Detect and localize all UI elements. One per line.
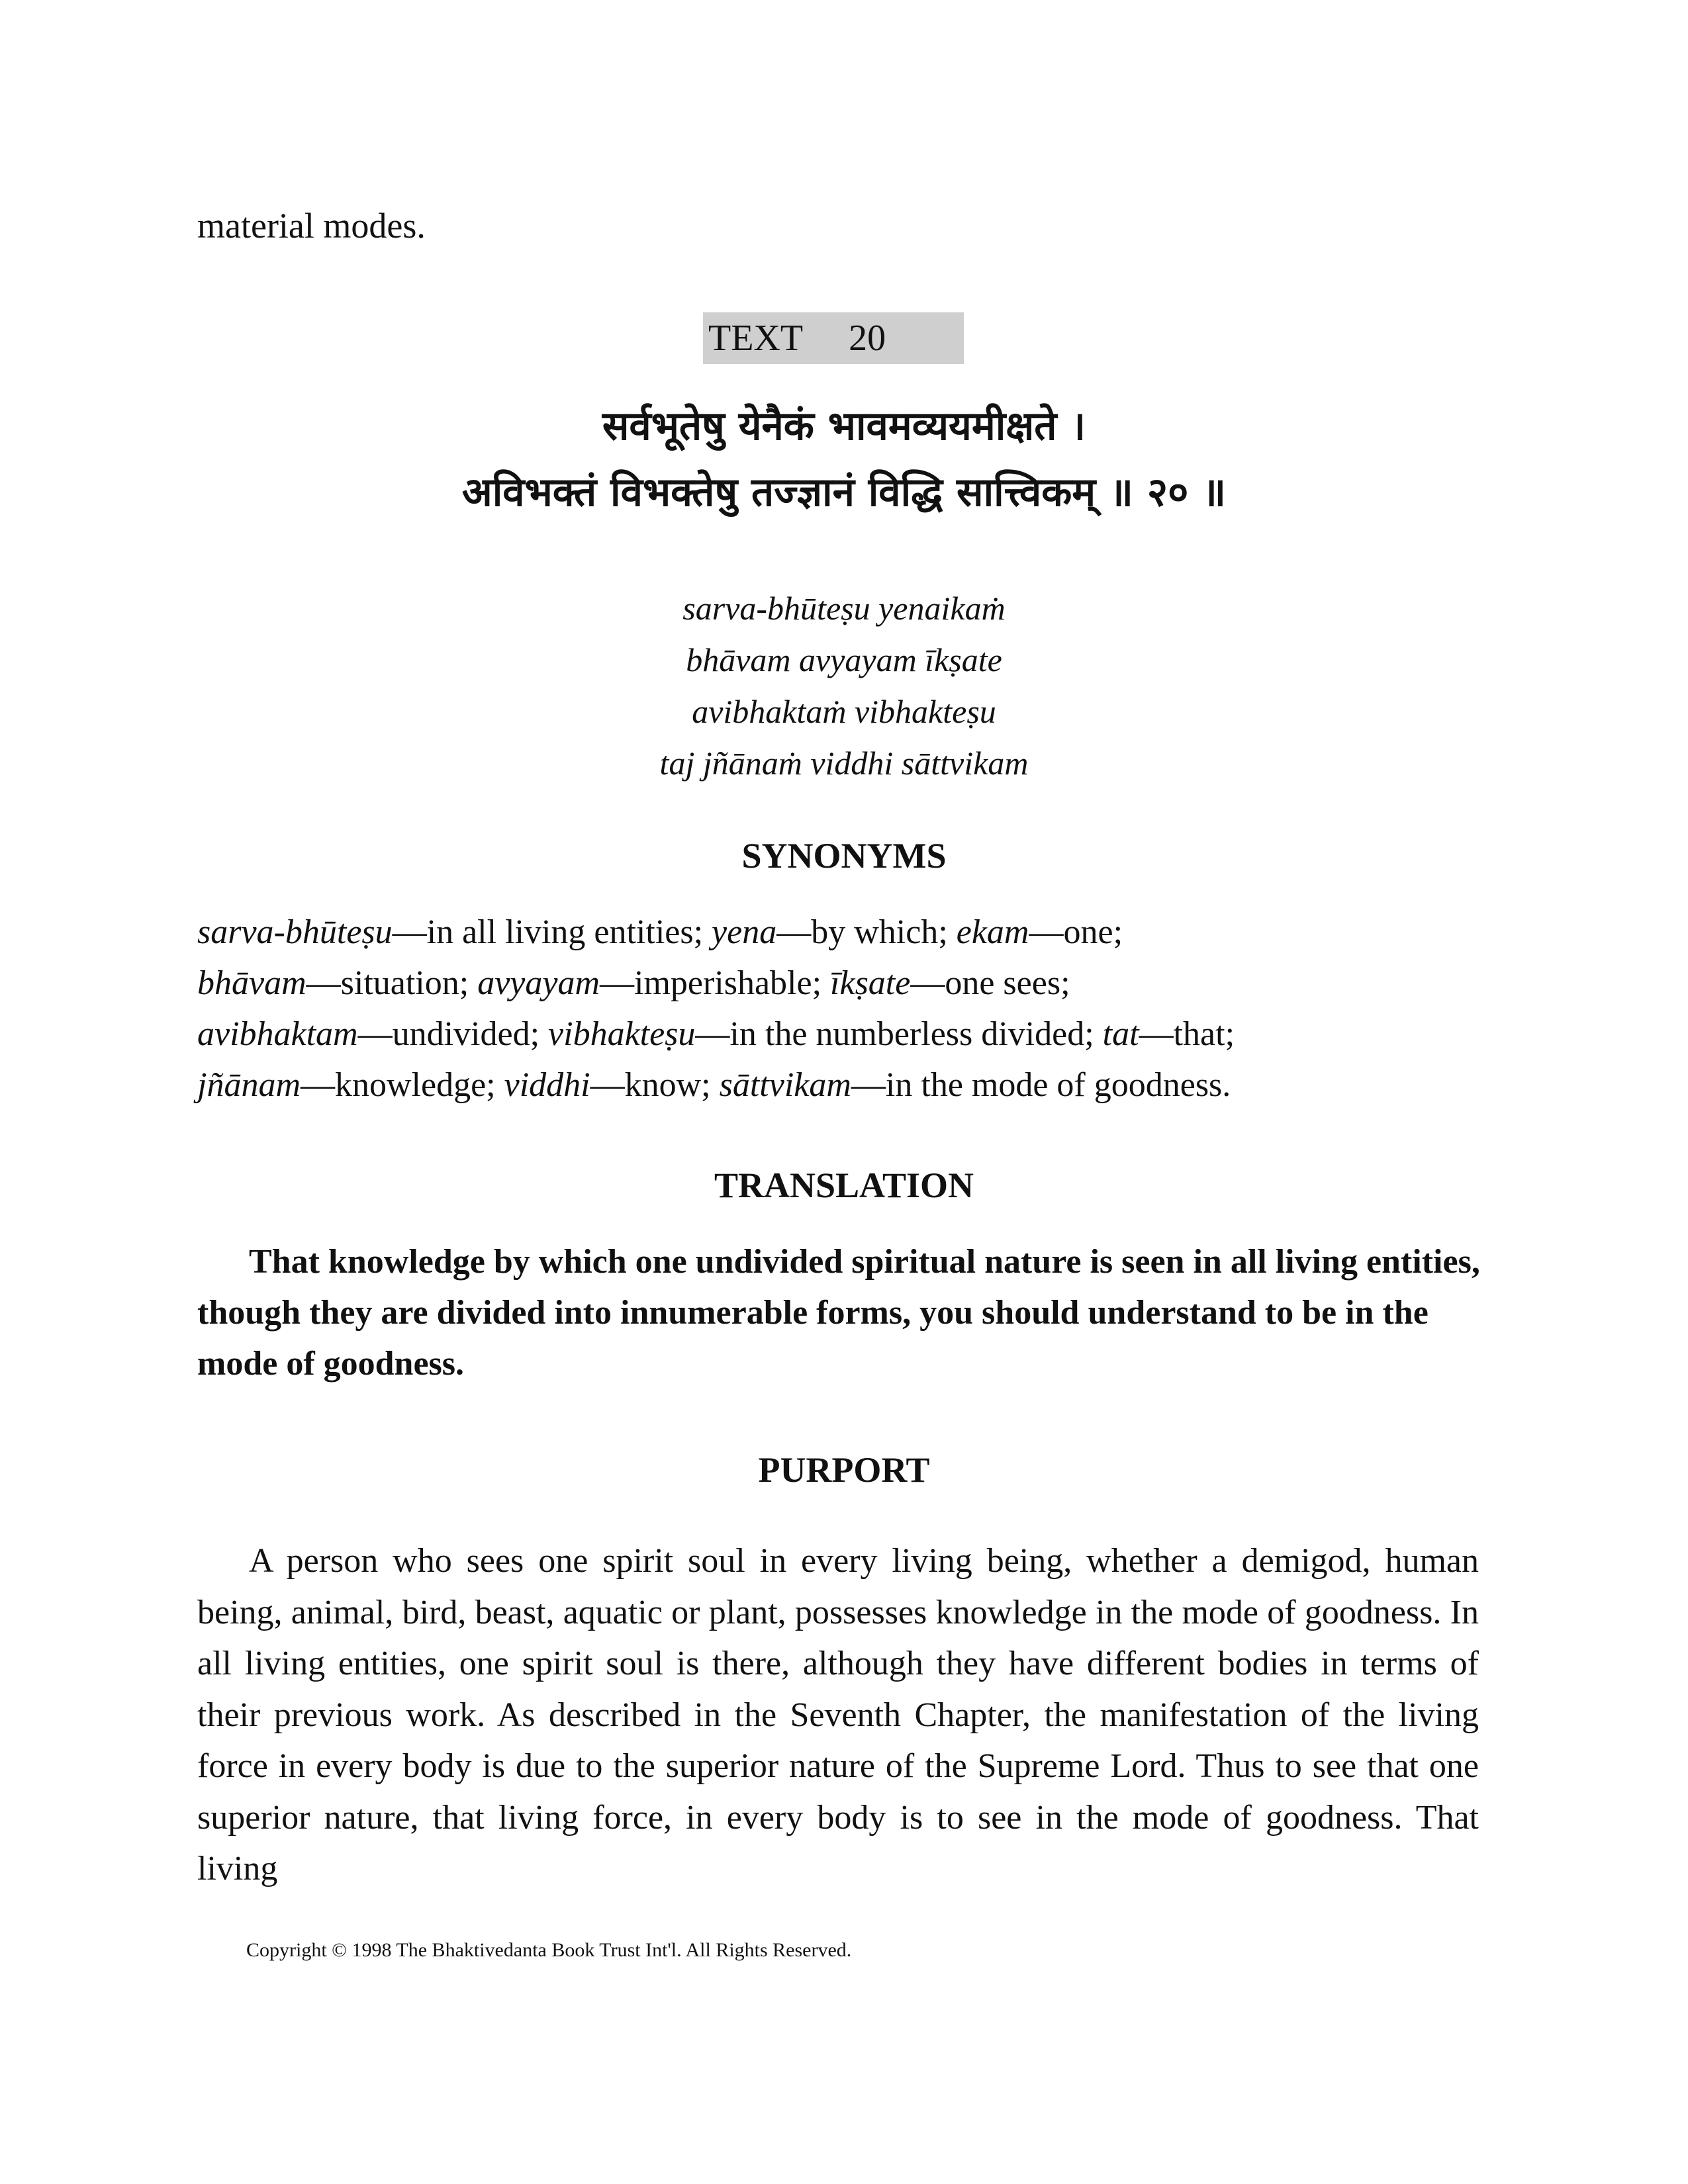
synonyms-heading: SYNONYMS bbox=[741, 836, 947, 876]
synonym-entry: vibhakteṣu—in the numberless divided; bbox=[548, 1015, 1103, 1053]
synonym-entry: jñānam—knowledge; bbox=[197, 1066, 504, 1104]
verse-number-label bbox=[703, 312, 964, 364]
synonym-entry: ekam—one; bbox=[956, 913, 1123, 951]
transliteration-line: bhāvam avyayam īkṣate bbox=[686, 641, 1002, 678]
synonym-entry: īkṣate—one sees; bbox=[830, 964, 1070, 1002]
transliteration bbox=[199, 582, 1489, 789]
devanagari-line-2: अविभक्तं विभक्तेषु तज्ज्ञानं विद्धि सात्त्विकम् ॥ २० ॥ bbox=[461, 469, 1227, 516]
synonym-entry: sarva-bhūteṣu—in all living entities; bbox=[197, 913, 712, 951]
synonym-entry: bhāvam—situation; bbox=[197, 964, 478, 1002]
transliteration-line: taj jñānaṁ viddhi sāttvikam bbox=[659, 745, 1029, 782]
synonym-entry: yena—by which; bbox=[712, 913, 957, 951]
synonym-entry: viddhi—know; bbox=[504, 1066, 720, 1104]
verse-label-number: 20 bbox=[849, 318, 886, 359]
transliteration-line: sarva-bhūteṣu yenaikaṁ bbox=[682, 590, 1006, 627]
verse-label-word: TEXT bbox=[708, 318, 803, 359]
synonym-entry: sāttvikam—in the mode of goodness. bbox=[719, 1066, 1231, 1104]
purport-text: A person who sees one spirit soul in every living being, whether a demigod, human being, animal, bird, beast, aquatic or plant, possesses knowledge in the mode of goodness. In all living entities, one spirit soul is there, although they have different bodies in terms of their previous work. As described in the Seventh Chapter, the manifestation of the living force in every body is due to the superior nature of the Supreme Lord. Thus to see that one superior nature, that living force, in every body is to see in the mode of goodness. That living bbox=[197, 1542, 1479, 1888]
transliteration-line: avibhaktaṁ vibhakteṣu bbox=[692, 693, 996, 730]
synonyms-list bbox=[197, 907, 1488, 1111]
copyright-footer: Copyright © 1998 The Bhaktivedanta Book Trust Int'l. All Rights Reserved. bbox=[246, 1939, 852, 1961]
synonym-entry: avyayam—imperishable; bbox=[477, 964, 831, 1002]
purport-heading: PURPORT bbox=[758, 1450, 930, 1490]
translation-heading: TRANSLATION bbox=[714, 1165, 974, 1205]
carryover-text: material modes. bbox=[197, 206, 426, 246]
translation-text: That knowledge by which one undivided spiritual nature is seen in all living entities, though they are divided into innumerable forms, you should understand to be in the mode of goodness. bbox=[197, 1243, 1480, 1383]
devanagari-line-1: सर्वभूतेषु येनैकं भावमव्ययमीक्षते । bbox=[602, 403, 1086, 449]
synonym-entry: tat—that; bbox=[1102, 1015, 1235, 1053]
synonym-entry: avibhaktam—undivided; bbox=[197, 1015, 549, 1053]
